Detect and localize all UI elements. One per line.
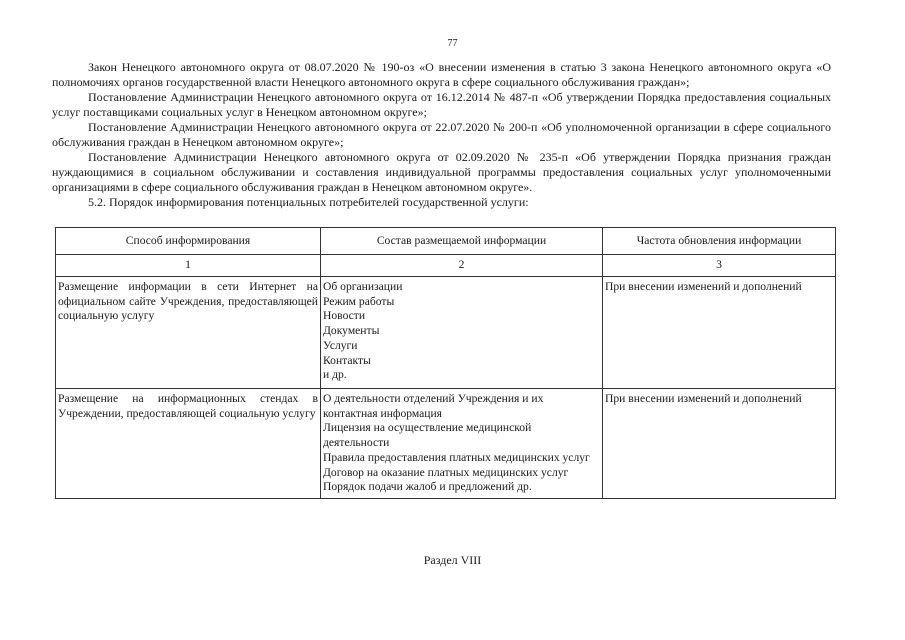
content-item: О деятельности отделений Учреждения и их контактная информация — [323, 392, 544, 420]
informing-table — [55, 227, 836, 499]
content-item: Лицензия на осуществление медицинской деятельности — [323, 421, 532, 450]
content-item: Правила предоставления платных медицинских услуг — [323, 450, 590, 464]
content-item: Порядок подачи жалоб и предложений др. — [323, 480, 532, 494]
content-item: Новости — [323, 309, 366, 323]
paragraph-law-190-oz: Закон Ненецкого автономного округа от 08.07.2020 № 190-оз «О внесении изменения в статью 3 закона Ненецкого автономного округа «О полномочиях органов государственной власти Ненецкого автономного округа в сфере социального обслуживания граждан»; — [52, 60, 831, 89]
document-body — [52, 60, 831, 210]
page-number: 77 — [447, 38, 458, 49]
header-method: Способ информирования — [56, 228, 321, 255]
paragraph-resolution-200-p: Постановление Администрации Ненецкого автономного округа от 22.07.2020 № 200-п «Об уполномоченной организации в сфере социального обслуживания граждан в Ненецком автономном округе»; — [52, 120, 831, 149]
column-number-2: 2 — [321, 255, 603, 277]
content-item: Контакты — [323, 353, 371, 367]
row-1-method: Размещение информации в сети Интернет на официальном сайте Учреждения, предоставляющей социальную услугу — [56, 277, 321, 389]
content-item: и др. — [323, 368, 347, 382]
section-title: Раздел VIII — [423, 553, 482, 567]
paragraph-resolution-487-p: Постановление Администрации Ненецкого автономного округа от 16.12.2014 № 487-п «Об утверждении Порядка предоставления социальных услуг поставщиками социальных услуг в Ненецком автономном округе»; — [52, 90, 831, 119]
row-1-frequency: При внесении изменений и дополнений — [603, 277, 836, 389]
paragraph-resolution-235-p: Постановление Администрации Ненецкого автономного округа от 02.09.2020 № 235-п «Об утверждении Порядка признания граждан нуждающимися в социальном обслуживании и составления индивидуальной программы предоставления социальных услуг уполномоченными организациями в сфере социального обслуживания граждан в Ненецком автономном округе». — [52, 150, 831, 194]
table-row — [56, 277, 836, 389]
table-header-row — [56, 228, 836, 255]
column-number-3: 3 — [603, 255, 836, 277]
row-2-frequency: При внесении изменений и дополнений — [603, 389, 836, 499]
header-content: Состав размещаемой информации — [321, 228, 603, 255]
row-2-content — [321, 389, 603, 499]
row-2-method: Размещение на информационных стендах в Учреждении, предоставляющей социальную услугу — [56, 389, 321, 499]
table-row — [56, 389, 836, 499]
column-number-1: 1 — [56, 255, 321, 277]
header-frequency: Частота обновления информации — [603, 228, 836, 255]
paragraph-5-2-heading: 5.2. Порядок информирования потенциальных потребителей государственной услуги: — [88, 195, 529, 209]
content-item: Режим работы — [323, 294, 395, 308]
content-item: Договор на оказание платных медицинских услуг — [323, 465, 569, 479]
content-item: Документы — [323, 324, 380, 338]
content-item: Услуги — [323, 338, 358, 352]
row-1-content — [321, 277, 603, 389]
content-item: Об организации — [323, 280, 403, 293]
table-number-row — [56, 255, 836, 277]
